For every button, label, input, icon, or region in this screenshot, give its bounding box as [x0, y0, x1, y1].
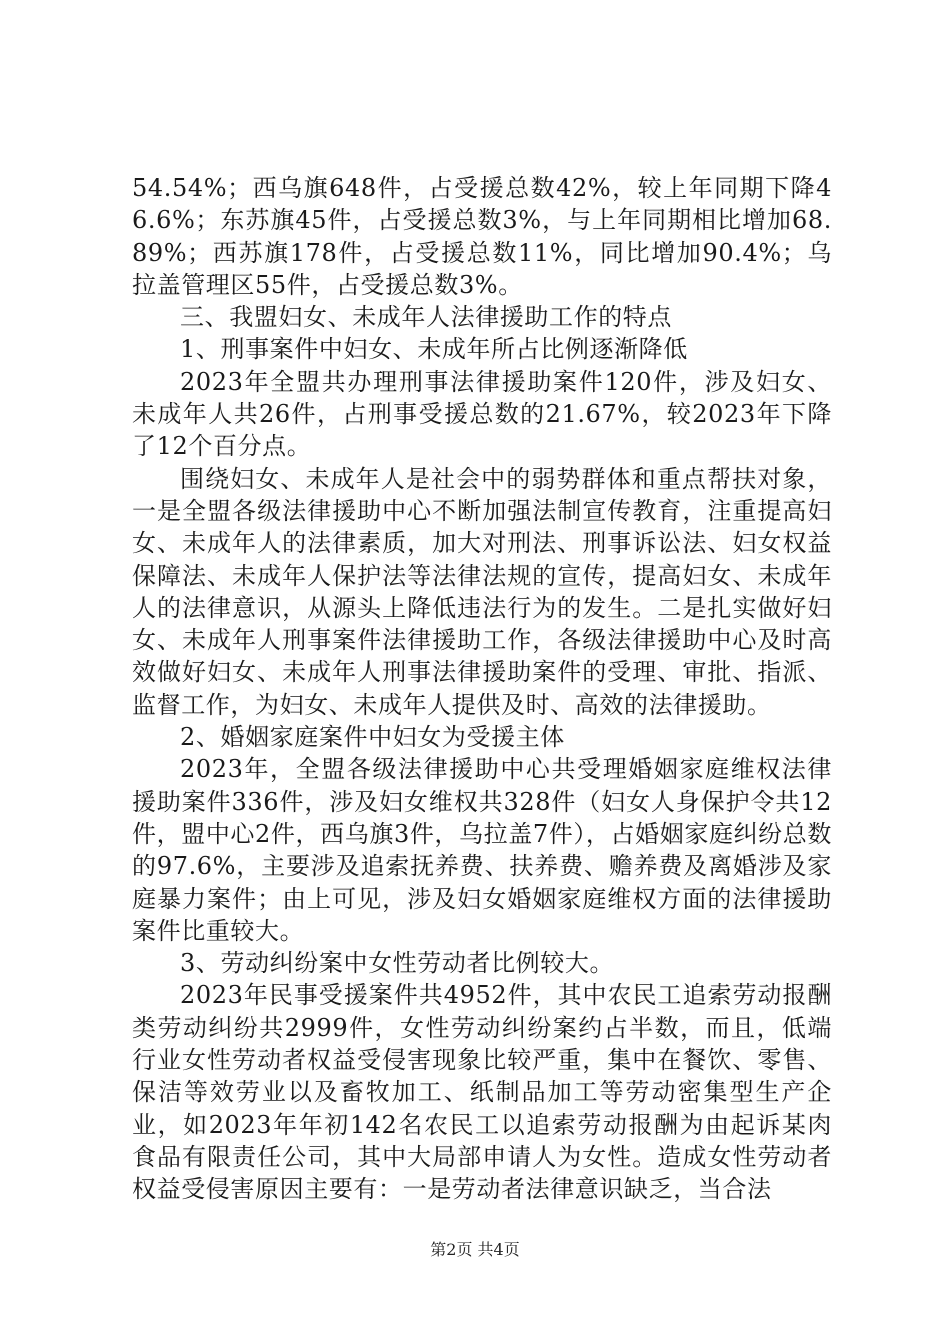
section-heading-three: 三、我盟妇女、未成年人法律援助工作的特点	[180, 303, 672, 332]
subheading-point-three: 3、劳动纠纷案中女性劳动者比例较大。	[180, 949, 615, 978]
subheading-point-one: 1、刑事案件中妇女、未成年所占比例逐渐降低	[180, 335, 688, 364]
subheading-point-two: 2、婚姻家庭案件中妇女为受援主体	[180, 723, 565, 752]
paragraph-stats-continued: 54.54%；西乌旗648件，占受援总数42%，较上年同期下降46.6%；东苏旗45件，占受援总数3%，与上年同期相比增加68.89%；西苏旗178件，占受援总数11%，同比增加90.4%；乌拉盖管理区55件，占受援总数3%。	[132, 174, 832, 299]
page-footer: 第2页 共4页	[430, 1240, 520, 1259]
document-body	[132, 172, 832, 1206]
paragraph-marriage-cases: 2023年，全盟各级法律援助中心共受理婚姻家庭维权法律援助案件336件，涉及妇女维权共328件（妇女人身保护令共12件，盟中心2件，西乌旗3件，乌拉盖7件），占婚姻家庭纠纷总数的97.6%，主要涉及追索抚养费、扶养费、赡养费及离婚涉及家庭暴力案件；由上可见，涉及妇女婚姻家庭维权方面的法律援助案件比重较大。	[132, 755, 832, 945]
paragraph-criminal-measures: 围绕妇女、未成年人是社会中的弱势群体和重点帮扶对象，一是全盟各级法律援助中心不断加强法制宣传教育，注重提高妇女、未成年人的法律素质，加大对刑法、刑事诉讼法、妇女权益保障法、未成年人保护法等法律法规的宣传，提高妇女、未成年人的法律意识，从源头上降低违法行为的发生。二是扎实做好妇女、未成年人刑事案件法律援助工作，各级法律援助中心及时高效做好妇女、未成年人刑事法律援助案件的受理、审批、指派、监督工作，为妇女、未成年人提供及时、高效的法律援助。	[132, 464, 832, 719]
paragraph-labor-cases: 2023年民事受援案件共4952件，其中农民工追索劳动报酬类劳动纠纷共2999件，女性劳动纠纷案约占半数，而且，低端行业女性劳动者权益受侵害现象比较严重，集中在餐饮、零售、保洁等效劳业以及畜牧加工、纸制品加工等劳动密集型生产企业，如2023年年初142名农民工以追索劳动报酬为由起诉某肉食品有限责任公司，其中大局部申请人为女性。造成女性劳动者权益受侵害原因主要有：一是劳动者法律意识缺乏，当合法	[132, 981, 832, 1204]
paragraph-criminal-cases: 2023年全盟共办理刑事法律援助案件120件，涉及妇女、未成年人共26件，占刑事受援总数的21.67%，较2023年下降了12个百分点。	[132, 367, 832, 461]
